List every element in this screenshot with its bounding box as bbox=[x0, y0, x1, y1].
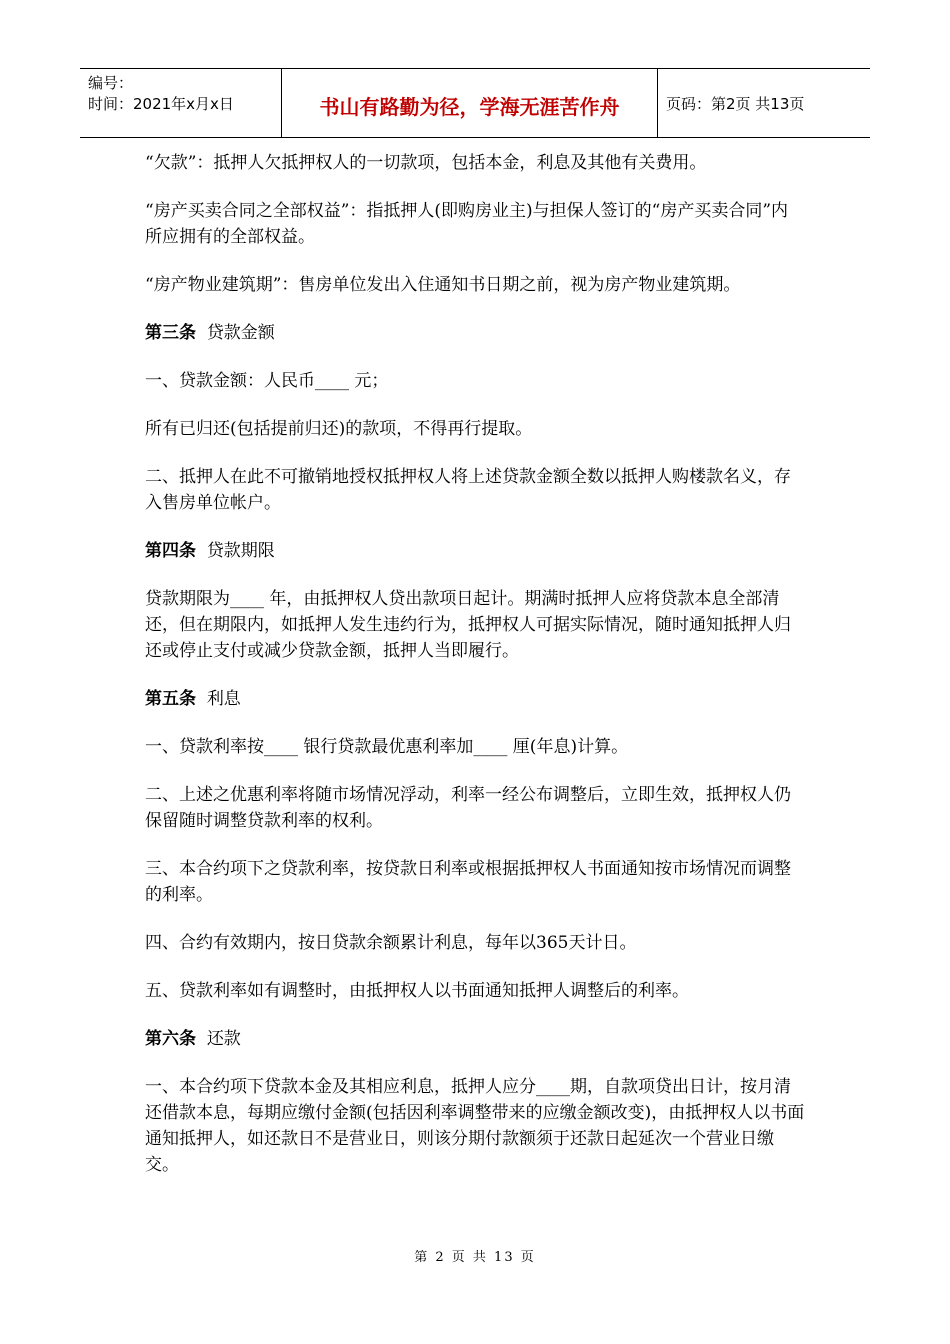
article-6-heading bbox=[145, 1026, 805, 1052]
article-4-heading bbox=[145, 538, 805, 564]
article-5-clause-3: 三、本合约项下之贷款利率，按贷款日利率或根据抵押权人书面通知按市场情况而调整的利率。 bbox=[145, 859, 791, 905]
header-meta-cell bbox=[80, 69, 282, 137]
article-6-number: 第六条 bbox=[145, 1029, 196, 1049]
article-6-name: 还款 bbox=[206, 1029, 241, 1049]
article-5-clause-1: 一、贷款利率按____ 银行贷款最优惠利率加____ 厘(年息)计算。 bbox=[145, 737, 629, 757]
article-5-name: 利息 bbox=[206, 689, 241, 709]
article-4-clause-1: 贷款期限为____ 年，由抵押权人贷出款项日起计。期满时抵押人应将贷款本息全部清还，但在期限内，如抵押人发生违约行为，抵押权人可据实际情况，随时通知抵押人归还或停止支付或减少贷款金额，抵押人当即履行。 bbox=[145, 589, 791, 661]
article-3-name: 贷款金额 bbox=[206, 323, 275, 343]
document-body bbox=[145, 150, 805, 1200]
page-footer bbox=[0, 1246, 950, 1265]
article-3-clause-1: 一、贷款金额：人民币____ 元； bbox=[145, 371, 389, 391]
page-header bbox=[80, 68, 870, 138]
header-page-info: 页码：第2页 共13页 bbox=[666, 95, 805, 113]
article-3-clause-2: 二、抵押人在此不可撤销地授权抵押权人将上述贷款金额全数以抵押人购楼款名义，存入售房单位帐户。 bbox=[145, 467, 791, 513]
serial-label: 编号： bbox=[88, 74, 134, 92]
definition-construction-period: “房产物业建筑期”：售房单位发出入住通知书日期之前，视为房产物业建筑期。 bbox=[145, 275, 741, 295]
header-page-cell bbox=[658, 69, 870, 137]
definition-rights: “房产买卖合同之全部权益”：指抵押人(即购房业主)与担保人签订的“房产买卖合同”内所应拥有的全部权益。 bbox=[145, 201, 789, 247]
article-5-clause-5: 五、贷款利率如有调整时，由抵押权人以书面通知抵押人调整后的利率。 bbox=[145, 981, 689, 1001]
footer-page-number: 第 2 页 共 13 页 bbox=[414, 1250, 536, 1265]
article-3-number: 第三条 bbox=[145, 323, 196, 343]
definition-debt: “欠款”：抵押人欠抵押权人的一切款项，包括本金，利息及其他有关费用。 bbox=[145, 153, 707, 173]
article-5-clause-2: 二、上述之优惠利率将随市场情况浮动，利率一经公布调整后，立即生效，抵押权人仍保留随时调整贷款利率的权利。 bbox=[145, 785, 791, 831]
article-5-heading bbox=[145, 686, 805, 712]
article-4-name: 贷款期限 bbox=[206, 541, 275, 561]
article-6-clause-1: 一、本合约项下贷款本金及其相应利息，抵押人应分____期，自款项贷出日计，按月清还借款本息，每期应缴付金额(包括因利率调整带来的应缴金额改变)，由抵押权人以书面通知抵押人，如还款日不是营业日，则该分期付款额须于还款日起延次一个营业日缴交。 bbox=[145, 1077, 805, 1175]
date-label: 时间：2021年x月x日 bbox=[88, 95, 234, 113]
article-5-clause-4: 四、合约有效期内，按日贷款余额累计利息，每年以365天计日。 bbox=[145, 933, 637, 953]
article-5-number: 第五条 bbox=[145, 689, 196, 709]
header-motto-cell bbox=[282, 69, 658, 137]
article-3-heading bbox=[145, 320, 805, 346]
article-4-number: 第四条 bbox=[145, 541, 196, 561]
article-3-clause-note: 所有已归还(包括提前归还)的款项，不得再行提取。 bbox=[145, 419, 533, 439]
header-motto: 书山有路勤为径，学海无涯苦作舟 bbox=[319, 95, 620, 119]
